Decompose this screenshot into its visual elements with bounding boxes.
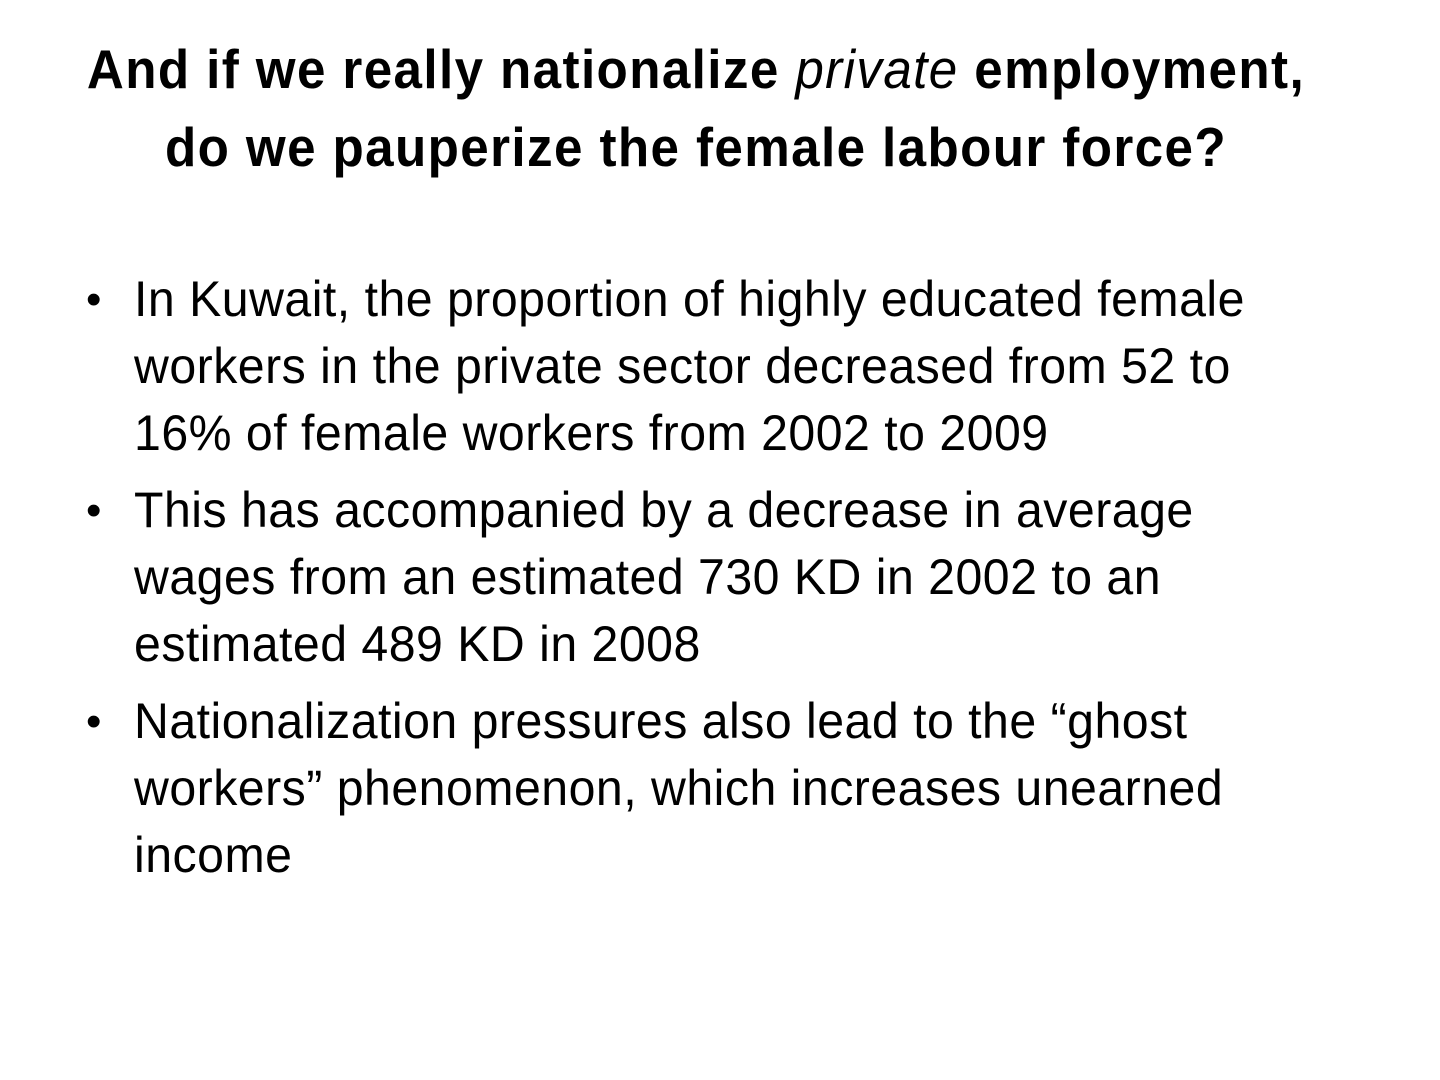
bullet-icon: •: [86, 275, 102, 324]
slide-title: [86, 30, 1306, 186]
title-text-end: employment, do we pauperize the female labour force?: [165, 38, 1306, 178]
bullet-text: In Kuwait, the proportion of highly educated female workers in the private sector decreased from 52 to 16% of female workers from 2002 to 2009: [134, 271, 1245, 461]
bullet-item: [0, 266, 1440, 467]
bullet-text: Nationalization pressures also lead to the “ghost workers” phenomenon, which increases unearned income: [134, 693, 1224, 883]
bullet-icon: •: [86, 486, 102, 535]
bullet-item: [0, 477, 1440, 678]
bullet-list: [0, 266, 1440, 899]
bullet-item: [0, 688, 1440, 889]
bullet-text: This has accompanied by a decrease in average wages from an estimated 730 KD in 2002 to an estimated 489 KD in 2008: [134, 482, 1194, 672]
title-text-start: And if we really nationalize: [86, 38, 796, 100]
bullet-icon: •: [86, 697, 102, 746]
title-italic-word: private: [795, 38, 959, 100]
